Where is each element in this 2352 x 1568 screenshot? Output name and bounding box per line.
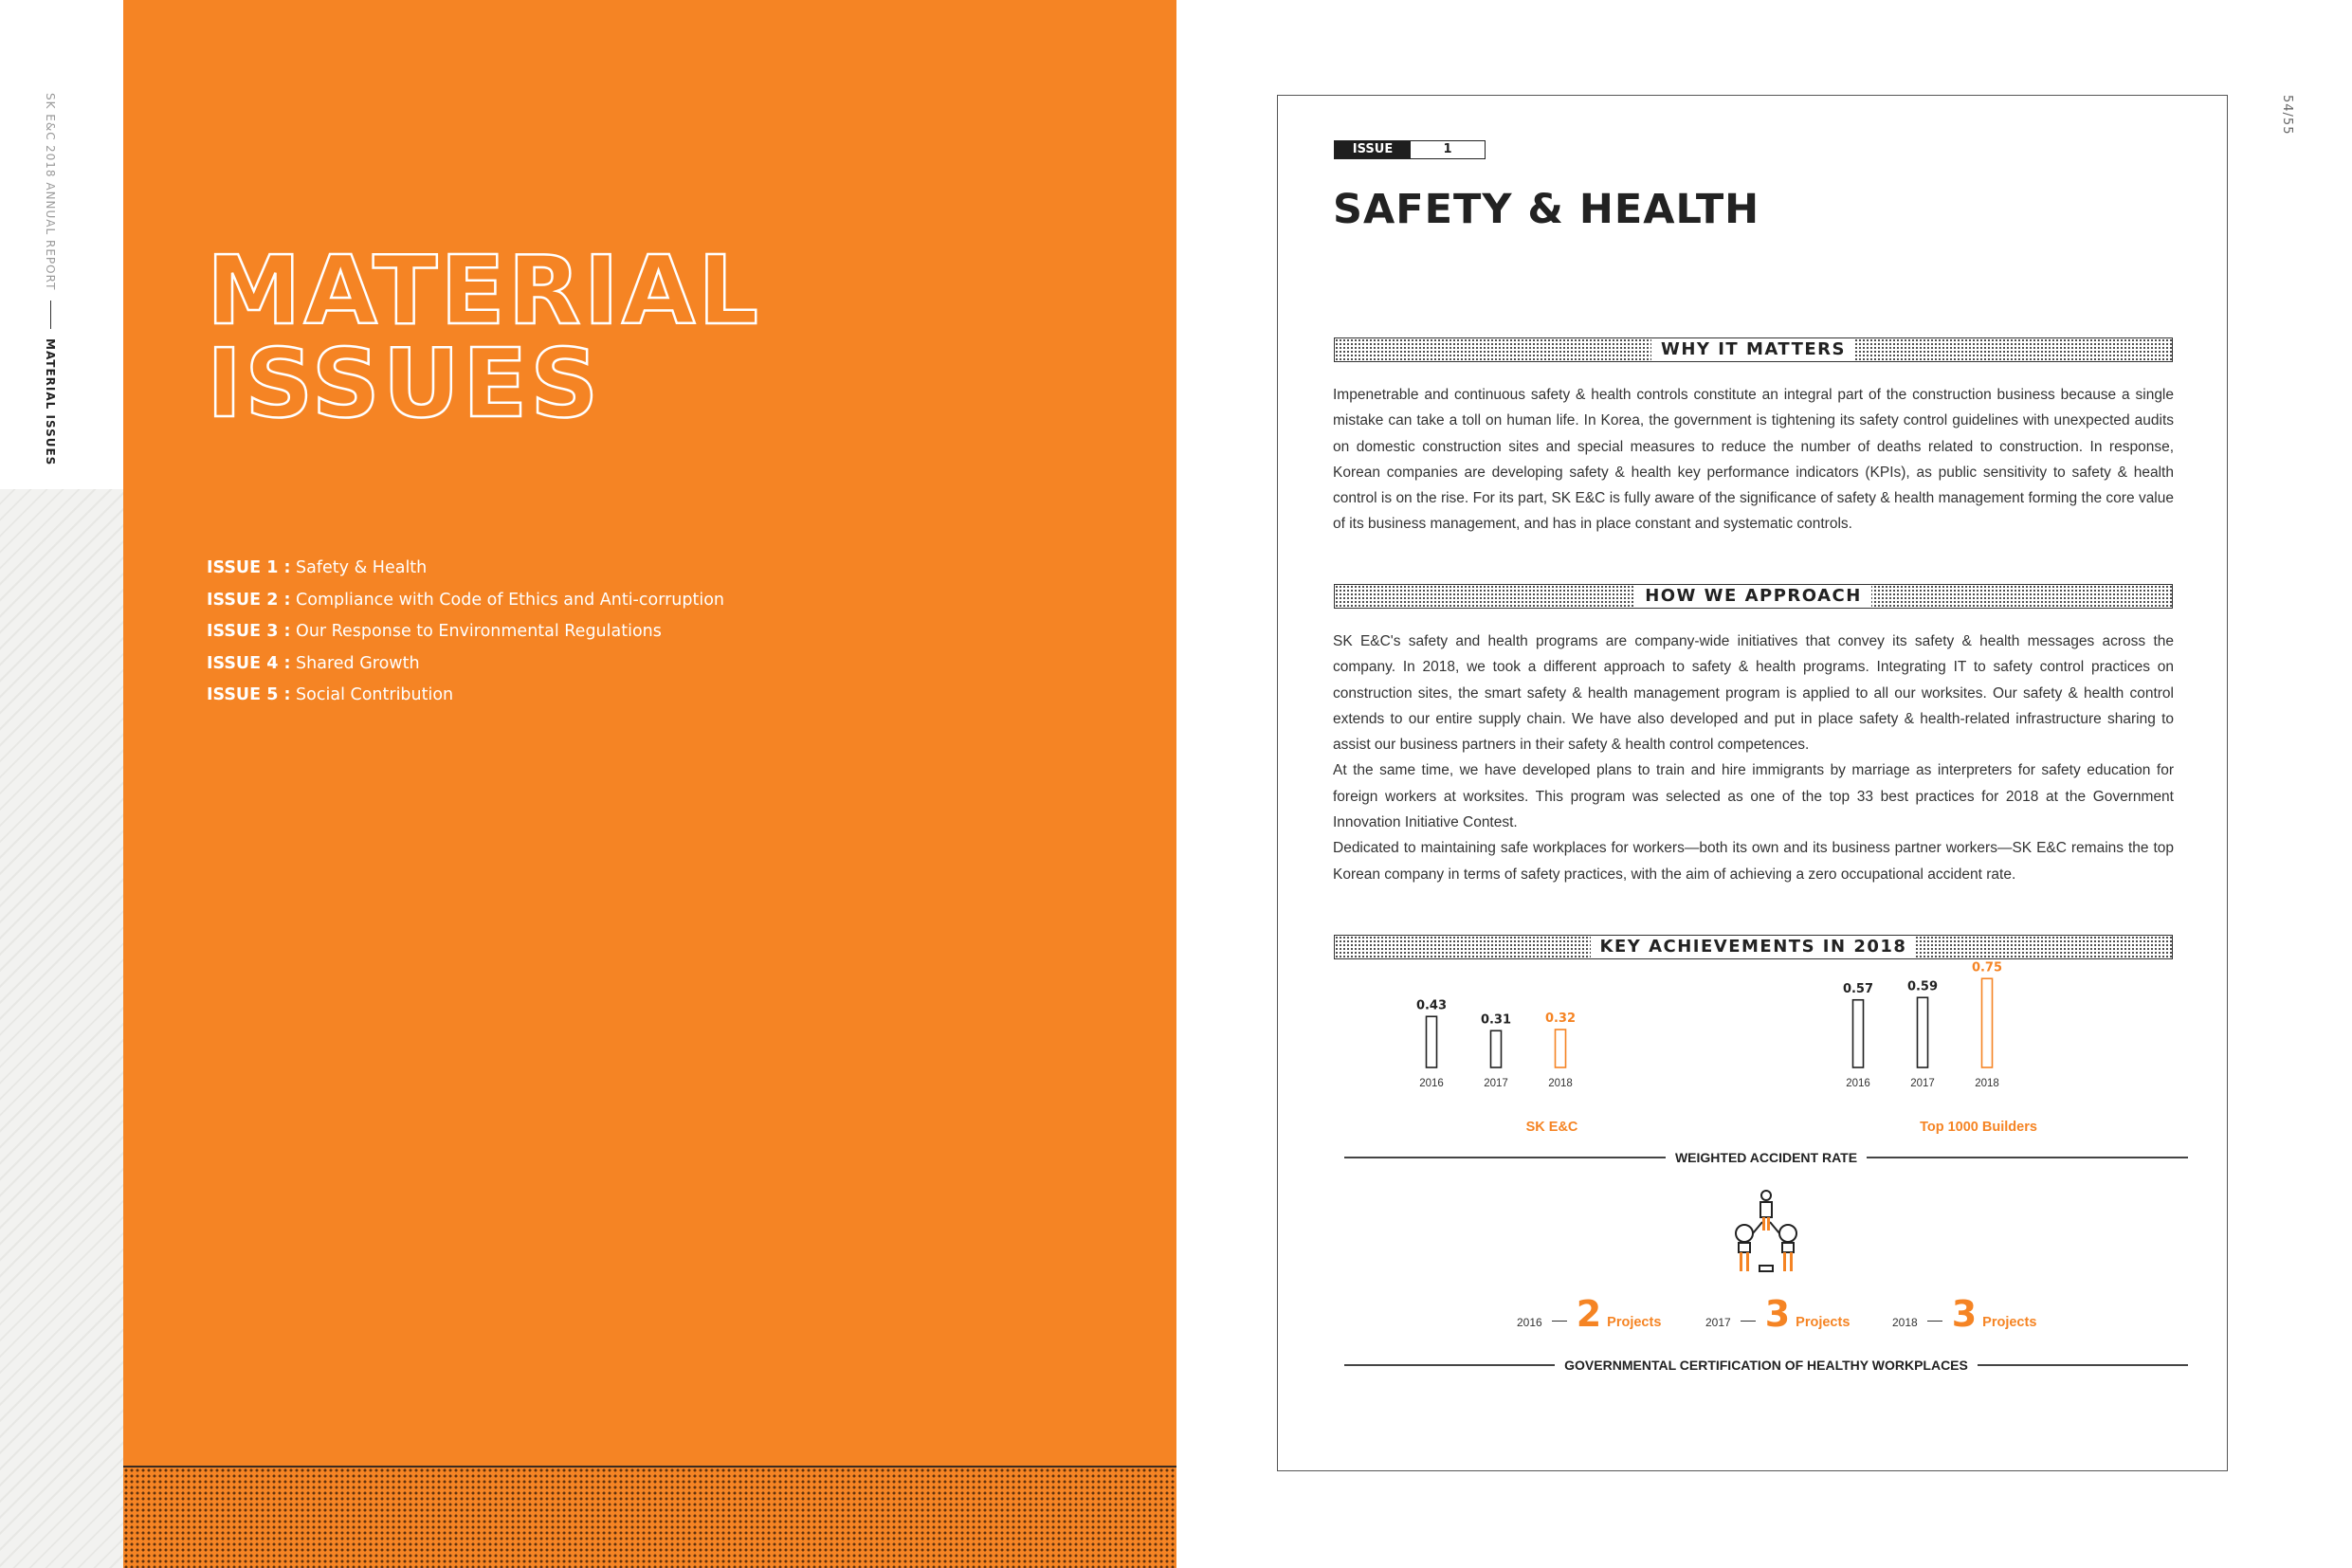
data-label: 0.32 xyxy=(1544,1012,1577,1026)
dash xyxy=(1741,1321,1756,1322)
paragraph: Dedicated to maintaining safe workplaces for workers—both its own and its business partner workers—SK E&C remains the top Korean company in terms of safety practices, with the aim of achieving a zero occupational accident rate. xyxy=(1333,840,2174,883)
data-label: 0.43 xyxy=(1415,998,1448,1013)
bar-chart-top-1000 xyxy=(1842,960,2013,1091)
bar xyxy=(1427,1016,1437,1067)
bar-chart-sk-ec xyxy=(1415,977,1586,1091)
running-header xyxy=(44,93,57,465)
bar xyxy=(1491,1030,1502,1067)
issue-link-3[interactable]: ISSUE 3 : Our Response to Environmental Regulations xyxy=(207,622,662,641)
issue-tag-number: 1 xyxy=(1443,142,1452,156)
cover-title-line: ISSUES xyxy=(207,328,602,439)
cover-title-line: MATERIAL xyxy=(207,235,761,346)
issue-tag xyxy=(1334,140,1486,159)
section-heading-key-achievements: KEY ACHIEVEMENTS IN 2018 xyxy=(1334,935,2173,959)
cover-title xyxy=(207,235,761,439)
article-frame xyxy=(1277,95,2228,1471)
bar xyxy=(1918,997,1928,1067)
bar xyxy=(1982,978,1993,1067)
certification-item: 2016 2 Projects xyxy=(1517,1293,1662,1335)
data-label: 0.75 xyxy=(1971,960,2003,975)
rule-line xyxy=(1867,1157,2188,1158)
bar-chart-svg xyxy=(1415,977,1586,1091)
why-it-matters-text: Impenetrable and continuous safety & health controls constitute an integral part of the construction business because a single mistake can take a toll on human life. In Korea, the government is tightening its safety control guidelines with unexpected audits on domestic construction sites and special measures to reduce the number of deaths related to construction. In response, Korean companies are developing safety & health key performance indicators (KPIs), as public sensitivity to safety & health control is on the rise. For its part, SK E&C is fully aware of the significance of safety & health management forming the core value of its business management, and has in place constant and systematic controls. xyxy=(1333,387,2174,533)
data-label: 0.57 xyxy=(1842,981,1874,996)
issue-list xyxy=(207,553,724,712)
tick-label: 2018 xyxy=(1548,1078,1573,1089)
tick-label: 2018 xyxy=(1975,1078,1999,1089)
section-heading-how: HOW WE APPROACH xyxy=(1334,584,2173,609)
data-label: 0.59 xyxy=(1906,979,1939,994)
rule-line xyxy=(1978,1364,2188,1366)
section-cover-panel xyxy=(123,0,1176,1568)
tick-label: 2016 xyxy=(1846,1078,1870,1089)
dash xyxy=(1927,1321,1942,1322)
bar-chart-svg xyxy=(1842,960,2013,1091)
issue-link-5[interactable]: ISSUE 5 : Social Contribution xyxy=(207,685,454,704)
paragraph: At the same time, we have developed plans to train and hire immigrants by marriage as interpreters for safety education for foreign workers at worksites. This program was selected as one of the top 33 best practices for 2018 at the Government Innovation Initiative Contest. xyxy=(1333,762,2174,831)
certification-item: 2018 3 Projects xyxy=(1892,1293,2037,1335)
certification-item: 2017 3 Projects xyxy=(1705,1293,1851,1335)
report-name: 2018 ANNUAL REPORT xyxy=(44,145,57,291)
chart-caption-sk-ec: SK E&C xyxy=(1525,1120,1578,1135)
header-divider xyxy=(50,301,51,329)
dash xyxy=(1552,1321,1567,1322)
tick-label: 2017 xyxy=(1910,1078,1935,1089)
rule-line xyxy=(1344,1364,1555,1366)
bar xyxy=(1853,1000,1864,1067)
tick-label: 2017 xyxy=(1484,1078,1508,1089)
paragraph: SK E&C's safety and health programs are company-wide initiatives that convey its safety & health messages across the company. In 2018, we took a different approach to safety & health programs. Integrating IT to safety control practices on construction sites, the smart safety & health management program is applied to all our worksites. Our safety & health control extends to our entire supply chain. We have also developed and put in place safety & health-related infrastructure sharing to assist our business partners in their safety & health control competences. xyxy=(1333,633,2174,754)
issue-link-1[interactable]: ISSUE 1 : Safety & Health xyxy=(207,558,428,577)
section-heading-why: WHY IT MATTERS xyxy=(1334,337,2173,362)
section-name: MATERIAL ISSUES xyxy=(44,337,57,466)
accident-rate-caption: WEIGHTED ACCIDENT RATE xyxy=(1344,1150,2188,1165)
chart-caption-top-1000: Top 1000 Builders xyxy=(1920,1120,2037,1135)
dot-pattern-band xyxy=(123,1466,1176,1568)
data-label: 0.31 xyxy=(1480,1012,1512,1028)
how-we-approach-text xyxy=(1333,629,2174,887)
issue-link-4[interactable]: ISSUE 4 : Shared Growth xyxy=(207,653,420,673)
tick-label: 2016 xyxy=(1419,1078,1444,1089)
bar xyxy=(1556,1030,1566,1067)
page-number: 54/55 xyxy=(2280,95,2294,136)
issue-tag-label: ISSUE xyxy=(1335,141,1411,158)
page-title: SAFETY & HEALTH xyxy=(1333,186,1760,233)
issue-link-2[interactable]: ISSUE 2 : Compliance with Code of Ethics and Anti-corruption xyxy=(207,590,724,610)
workers-icon xyxy=(1728,1188,1804,1275)
decorative-stripes xyxy=(0,489,123,1568)
certification-caption: GOVERNMENTAL CERTIFICATION OF HEALTHY WORKPLACES xyxy=(1344,1358,2188,1373)
company-name: SK E&C xyxy=(44,93,57,141)
rule-line xyxy=(1344,1157,1666,1158)
